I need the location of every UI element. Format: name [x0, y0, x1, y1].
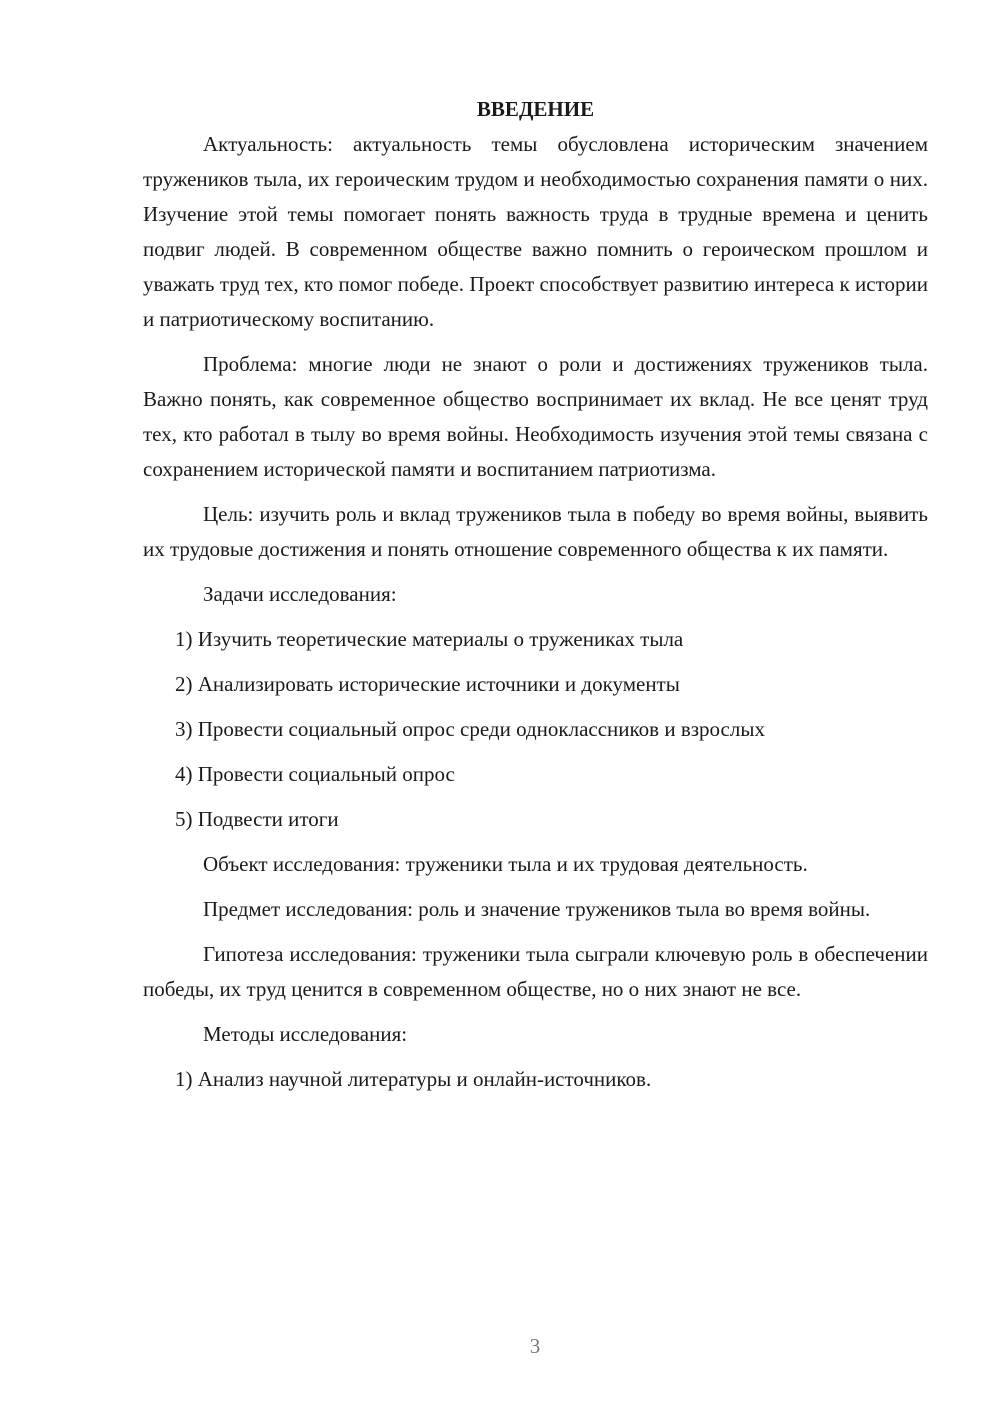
subject-paragraph: Предмет исследования: роль и значение тружеников тыла во время войны.: [203, 897, 871, 921]
document-title: ВВЕДЕНИЕ: [476, 97, 595, 121]
task-item-4: 4) Провести социальный опрос: [175, 762, 455, 786]
hypothesis-paragraph: Гипотеза исследования: труженики тыла сыграли ключевую роль в обеспечении победы, их труд ценится в современном обществе, но о них знают не все.: [143, 942, 928, 1001]
task-item-2: 2) Анализировать исторические источники и документы: [175, 672, 680, 696]
method-item-1: 1) Анализ научной литературы и онлайн-источников.: [175, 1067, 652, 1091]
object-paragraph: Объект исследования: труженики тыла и их трудовая деятельность.: [203, 852, 808, 876]
document-page: [143, 92, 928, 1107]
goal-paragraph: Цель: изучить роль и вклад тружеников тыла в победу во время войны, выявить их трудовые достижения и понять отношение современного общества к их памяти.: [143, 502, 928, 561]
tasks-heading: Задачи исследования:: [203, 582, 397, 606]
task-item-5: 5) Подвести итоги: [175, 807, 339, 831]
task-item-3: 3) Провести социальный опрос среди одноклассников и взрослых: [175, 717, 765, 741]
page-number: 3: [529, 1334, 541, 1358]
relevance-paragraph: Актуальность: актуальность темы обусловлена историческим значением тружеников тыла, их героическим трудом и необходимостью сохранения памяти о них. Изучение этой темы помогает понять важность труда в трудные времена и ценить подвиг людей. В современном обществе важно помнить о героическом прошлом и уважать труд тех, кто помог победе. Проект способствует развитию интереса к истории и патриотическому воспитанию.: [143, 132, 928, 331]
problem-paragraph: Проблема: многие люди не знают о роли и достижениях тружеников тыла. Важно понять, как современное общество воспринимает их вклад. Не все ценят труд тех, кто работал в тылу во время войны. Необходимость изучения этой темы связана с сохранением исторической памяти и воспитанием патриотизма.: [143, 352, 928, 481]
task-item-1: 1) Изучить теоретические материалы о тружениках тыла: [175, 627, 684, 651]
methods-heading: Методы исследования:: [203, 1022, 408, 1046]
